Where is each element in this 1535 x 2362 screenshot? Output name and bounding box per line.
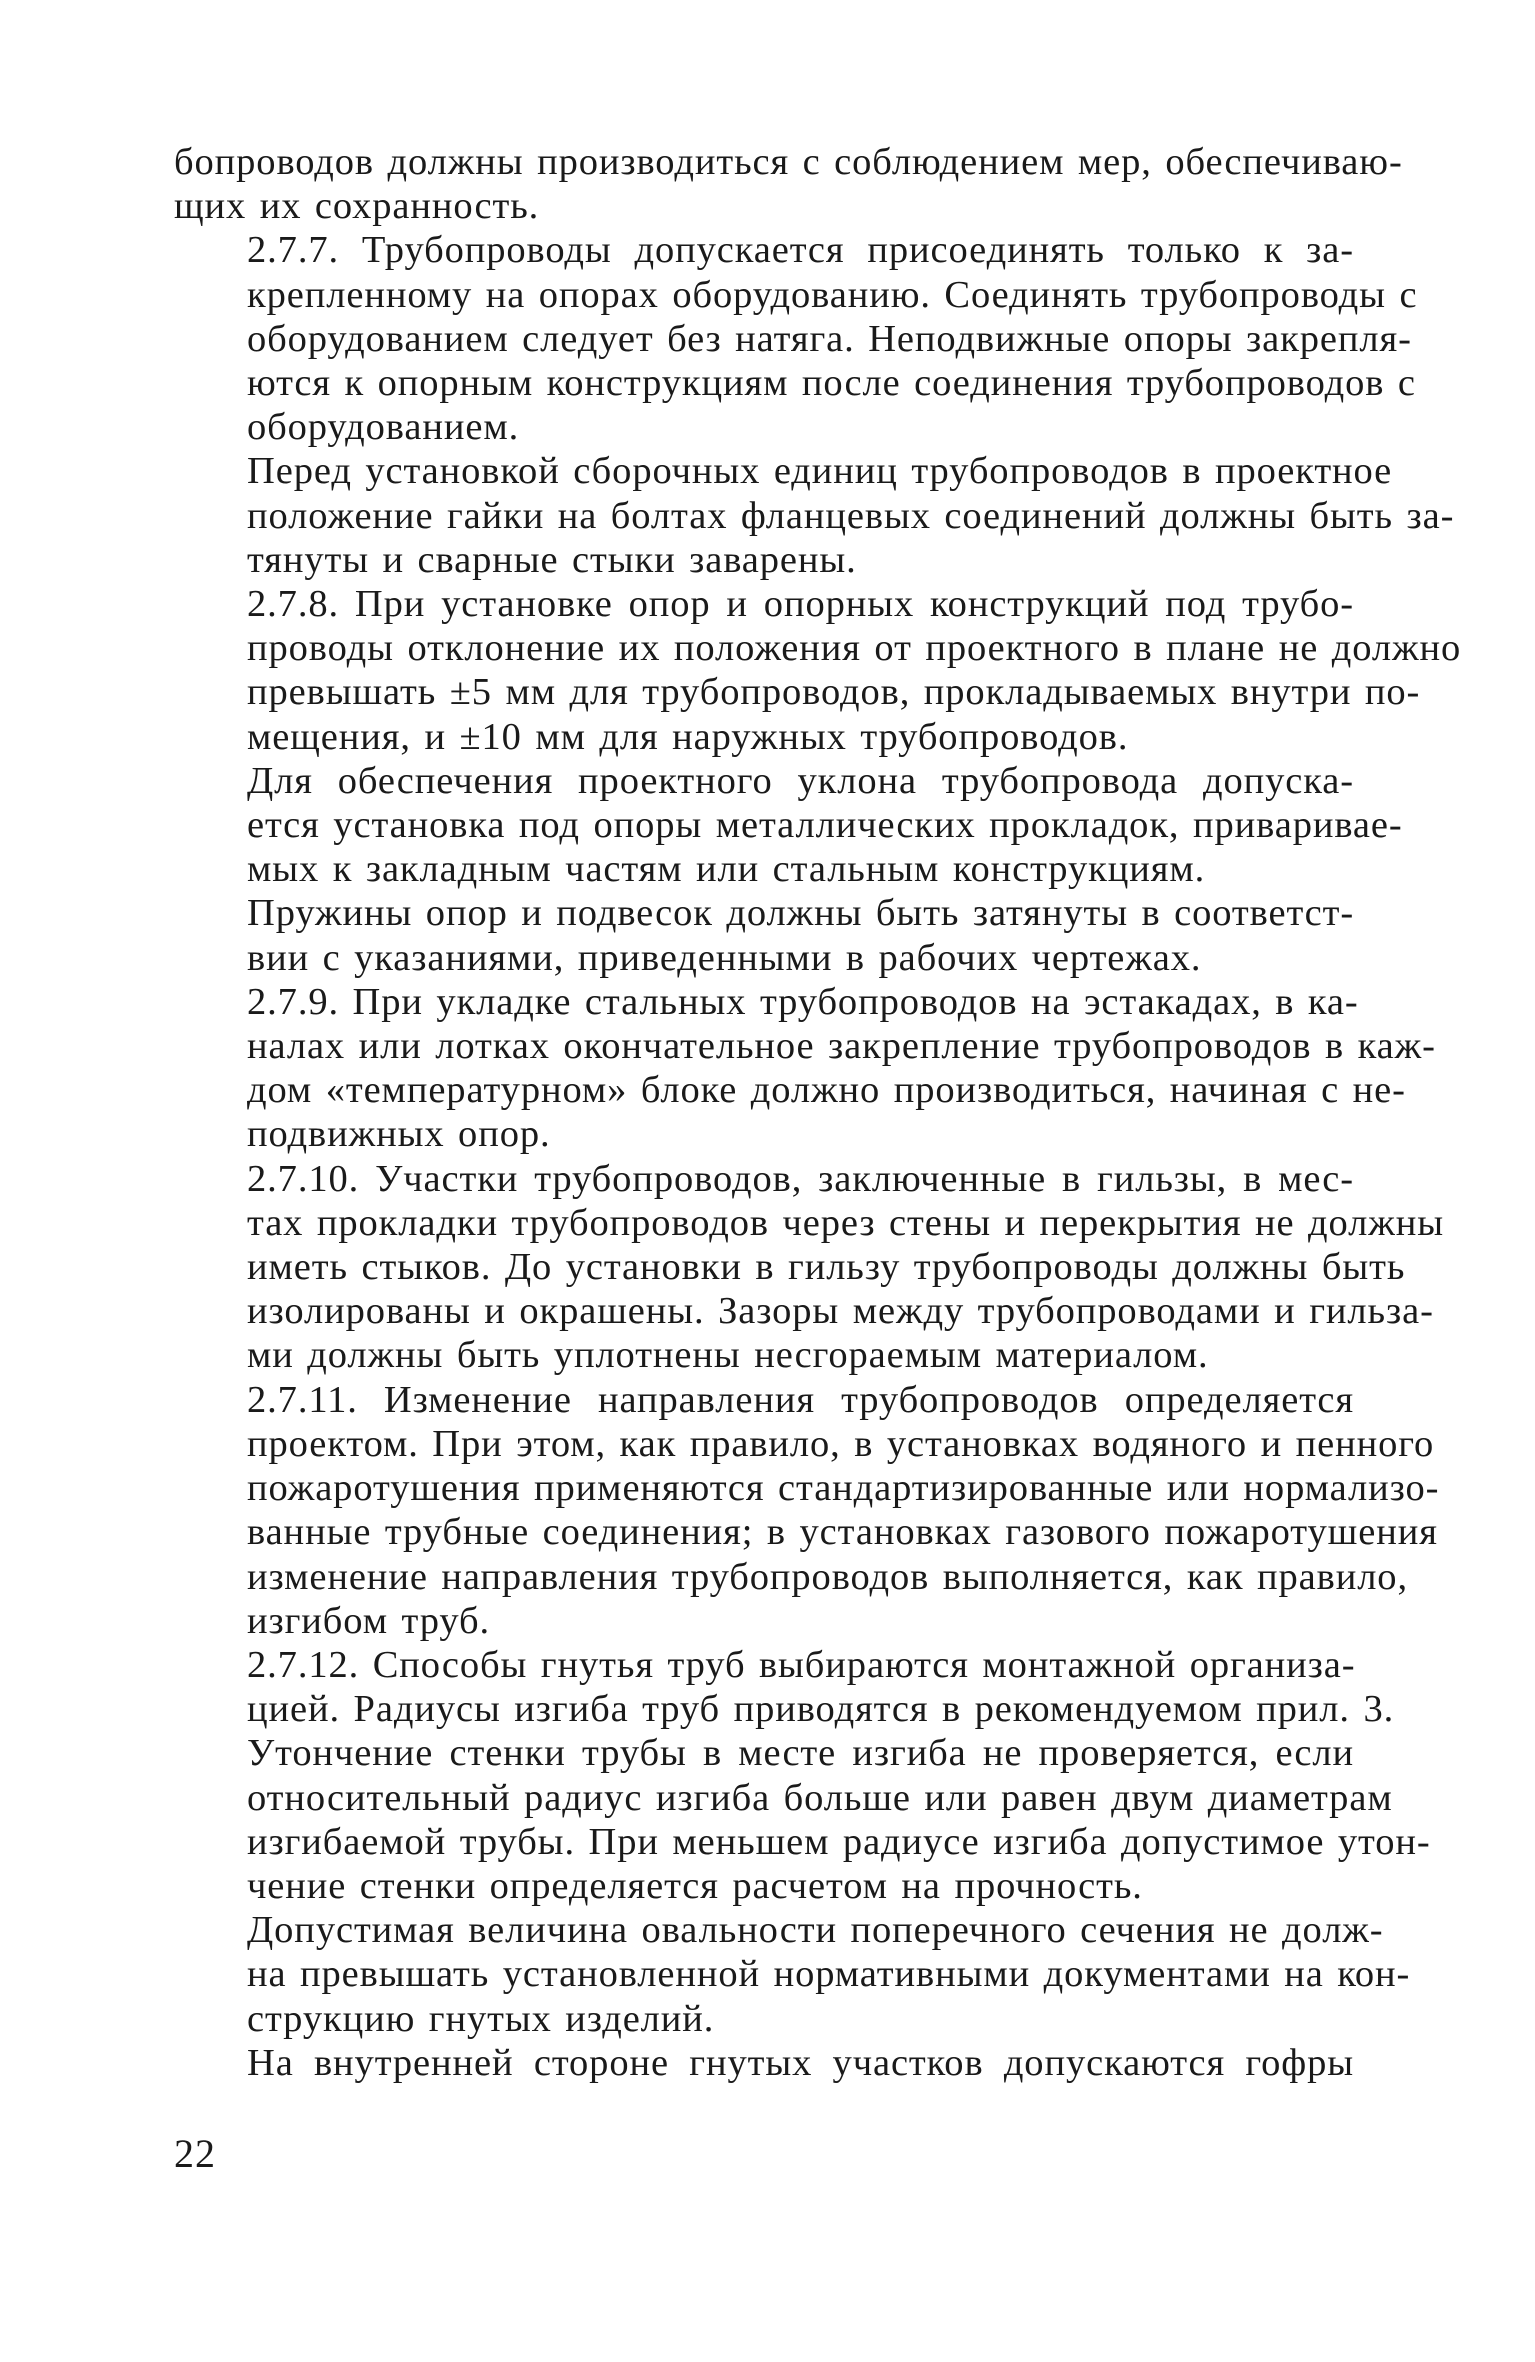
text-line: оборудованием следует без натяга. Неподвижные опоры закрепля-	[247, 317, 1412, 360]
text-line: 2.7.10. Участки трубопроводов, заключенные в гильзы, в мес-	[247, 1157, 1354, 1200]
paragraph	[174, 228, 1418, 449]
paragraph	[174, 140, 1403, 228]
paragraph	[174, 759, 1403, 892]
text-line: 2.7.12. Способы гнутья труб выбираются монтажной организа-	[247, 1643, 1356, 1686]
paragraph	[174, 980, 1436, 1157]
text-line: налах или лотках окончательное закрепление трубопроводов в каж-	[247, 1025, 1436, 1068]
text-line: относительный радиус изгиба больше или равен двум диаметрам	[247, 1776, 1393, 1819]
text-line: 2.7.11. Изменение направления трубопроводов определяется	[247, 1378, 1354, 1421]
text-line: Для обеспечения проектного уклона трубопровода допуска-	[247, 759, 1354, 802]
text-line: превышать ±5 мм для трубопроводов, прокладываемых внутри по-	[247, 671, 1421, 714]
text-line: пожаротушения применяются стандартизированные или нормализо-	[247, 1467, 1440, 1510]
paragraph	[174, 1157, 1445, 1378]
text-line: на превышать установленной нормативными документами на кон-	[247, 1953, 1411, 1996]
text-line: Перед установкой сборочных единиц трубопроводов в проектное	[247, 450, 1393, 493]
text-line: ванные трубные соединения; в установках газового пожаротушения	[247, 1511, 1438, 1554]
text-line: бопроводов должны производиться с соблюдением мер, обеспечиваю-	[174, 141, 1403, 183]
text-line: изменение направления трубопроводов выполняется, как правило,	[247, 1555, 1408, 1598]
paragraph	[174, 1378, 1440, 1643]
text-line: проектом. При этом, как правило, в установках водяного и пенного	[247, 1422, 1435, 1465]
paragraph	[174, 449, 1455, 582]
text-line: изолированы и окрашены. Зазоры между трубопроводами и гильза-	[247, 1290, 1434, 1333]
text-line: щих их сохранность.	[174, 185, 540, 228]
paragraph	[174, 1731, 1431, 1908]
text-line: подвижных опор.	[247, 1113, 551, 1156]
paragraph	[174, 2041, 1354, 2085]
text-line: Пружины опор и подвесок должны быть затянуты в соответст-	[247, 892, 1355, 935]
paragraph	[174, 891, 1354, 979]
text-line: струкцию гнутых изделий.	[247, 1997, 715, 2040]
text-line: цией. Радиусы изгиба труб приводятся в рекомендуемом прил. 3.	[247, 1688, 1395, 1731]
text-line: мещения, и ±10 мм для наружных трубопроводов.	[247, 715, 1129, 758]
text-line: изгибаемой трубы. При меньшем радиусе изгиба допустимое утон-	[247, 1820, 1431, 1863]
text-line: дом «температурном» блоке должно производиться, начиная с не-	[247, 1069, 1406, 1112]
text-line: проводы отклонение их положения от проектного в плане не должно	[247, 627, 1462, 670]
page-number: 22	[174, 2131, 216, 2176]
text-line: ются к опорным конструкциям после соединения трубопроводов с	[247, 362, 1416, 405]
text-line: На внутренней стороне гнутых участков допускаются гофры	[247, 2041, 1354, 2084]
text-line: тянуты и сварные стыки заварены.	[247, 538, 857, 581]
text-line: 2.7.8. При установке опор и опорных конструкций под трубо-	[247, 583, 1354, 626]
text-line: 2.7.7. Трубопроводы допускается присоединять только к за-	[247, 229, 1354, 272]
text-line: оборудованием.	[247, 406, 520, 449]
page-body	[174, 140, 1462, 2085]
text-line: чение стенки определяется расчетом на прочность.	[247, 1864, 1143, 1907]
text-line: тах прокладки трубопроводов через стены и перекрытия не должны	[247, 1201, 1445, 1244]
text-line: мых к закладным частям или стальным конструкциям.	[247, 848, 1206, 891]
text-line: вии с указаниями, приведенными в рабочих чертежах.	[247, 936, 1202, 979]
text-line: Допустимая величина овальности поперечного сечения не долж-	[247, 1909, 1384, 1952]
text-line: иметь стыков. До установки в гильзу трубопроводы должны быть	[247, 1246, 1406, 1289]
text-line: крепленному на опорах оборудованию. Соединять трубопроводы с	[247, 273, 1418, 316]
text-line: 2.7.9. При укладке стальных трубопроводов на эстакадах, в ка-	[247, 980, 1359, 1023]
text-line: ми должны быть уплотнены несгораемым материалом.	[247, 1334, 1209, 1377]
text-line: ется установка под опоры металлических прокладок, привариваe-	[247, 804, 1403, 847]
paragraph	[174, 582, 1462, 759]
text-line: изгибом труб.	[247, 1599, 490, 1642]
text-line: Утончение стенки трубы в месте изгиба не проверяется, если	[247, 1732, 1354, 1775]
paragraph	[174, 1908, 1411, 2041]
paragraph	[174, 1643, 1395, 1731]
text-line: положение гайки на болтах фланцевых соединений должны быть за-	[247, 494, 1455, 537]
